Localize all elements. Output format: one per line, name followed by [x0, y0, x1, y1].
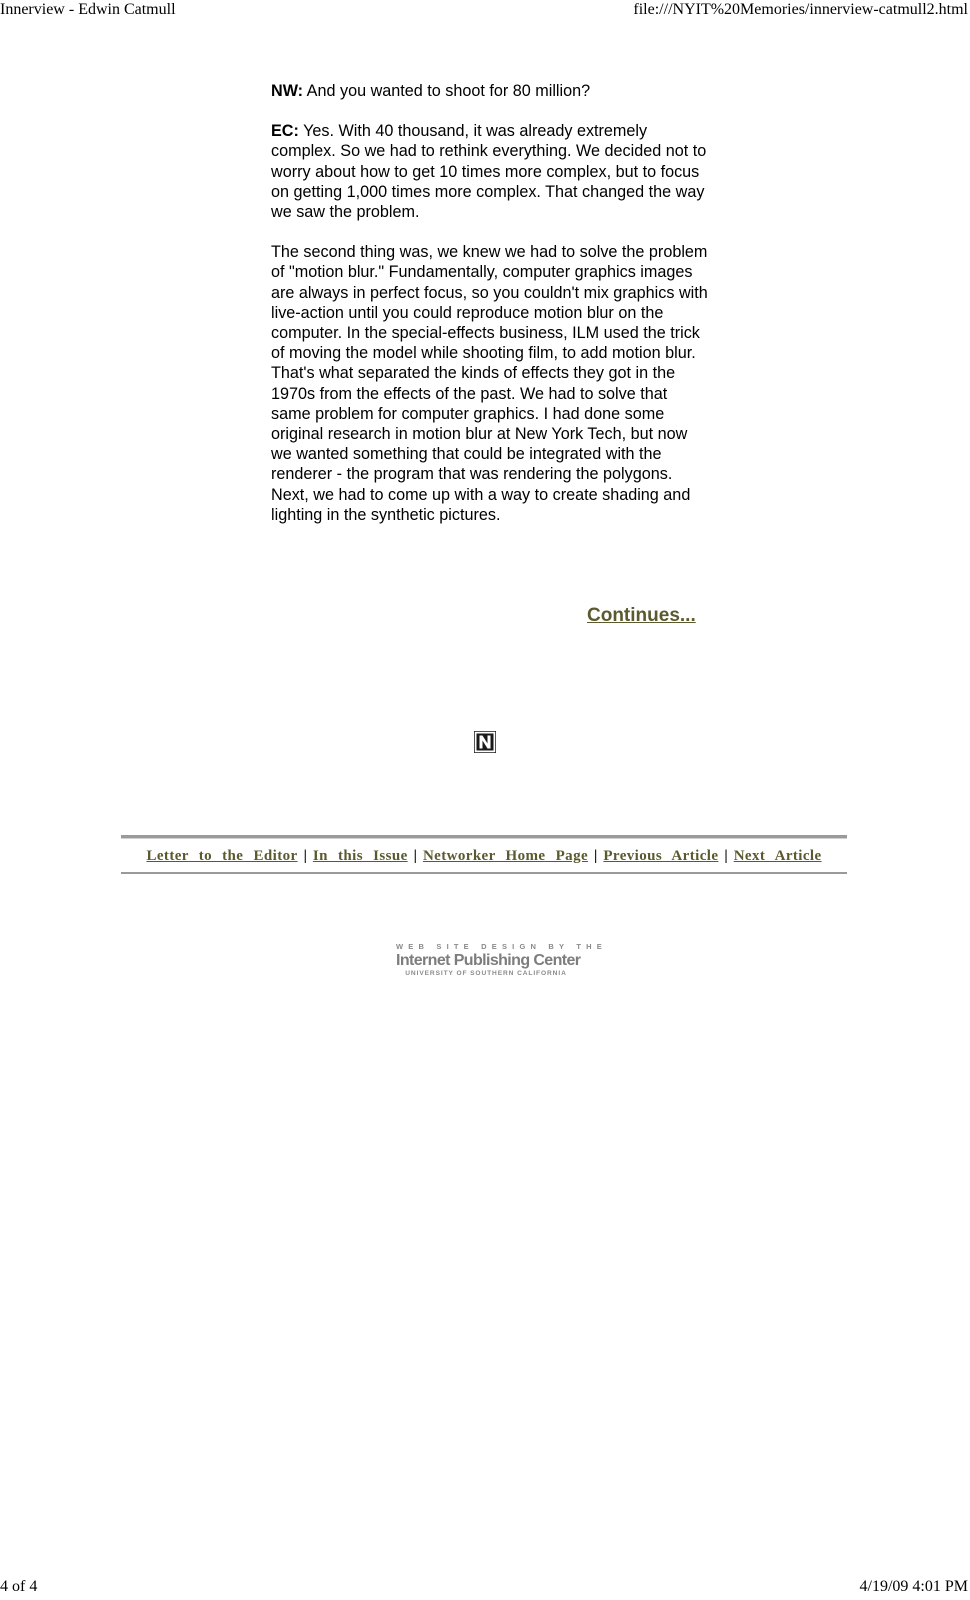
nav-in-this-issue[interactable]: In this Issue [312, 847, 408, 864]
paragraph-text: Yes. With 40 thousand, it was already extremely complex. So we had to rethink everything. We decided not to worry about how to get 10 times more complex, but to focus on getting 1,000 times more complex. That changed the way we saw the problem. [271, 122, 707, 222]
print-footer-page: 4 of 4 [0, 1578, 38, 1595]
nav-networker-home-page[interactable]: Networker Home Page [422, 847, 589, 864]
nav-divider-bottom [121, 872, 847, 874]
footer-navigation [121, 846, 847, 866]
internet-publishing-center-logo[interactable] [396, 942, 607, 980]
nav-letter-to-editor[interactable]: Letter to the Editor [146, 847, 298, 864]
speaker-label: EC: [271, 122, 299, 141]
speaker-label: NW: [271, 82, 304, 100]
logo-institution: UNIVERSITY OF SOUTHERN CALIFORNIA [405, 970, 567, 977]
nav-separator: | [724, 847, 728, 864]
nav-separator: | [594, 847, 598, 864]
print-header-title: Innerview - Edwin Catmull [0, 1, 176, 18]
print-footer-datetime: 4/19/09 4:01 PM [859, 1578, 968, 1595]
logo-name: Internet Publishing Center [396, 952, 581, 969]
nav-separator: | [303, 847, 307, 864]
paragraph-answer-continued [271, 242, 711, 525]
nav-divider-top [121, 835, 847, 839]
paragraph-text: And you wanted to shoot for 80 million? [303, 82, 591, 100]
nav-previous-article[interactable]: Previous Article [603, 847, 719, 864]
continues-link[interactable]: Continues... [587, 605, 696, 626]
paragraph-text: The second thing was, we knew we had to solve the problem of "motion blur." Fundamentally, computer graphics images are always in perfect focus, so you couldn't mix graphics with live-action until you could reproduce motion blur on the computer. In the special-effects business, ILM used the trick of moving the model while shooting film, to add motion blur. That's what separated the kinds of effects they got in the 1970s from the effects of the past. We had to solve that same problem for computer graphics. I had done some original research in motion blur at New York Tech, but now we wanted something that could be integrated with the renderer - the program that was rendering the polygons. Next, we had to come up with a way to create shading and lighting in the synthetic pictures. [271, 243, 708, 524]
logo-tagline: WEB SITE DESIGN BY THE [396, 942, 607, 951]
nav-next-article[interactable]: Next Article [733, 847, 822, 864]
article-body [271, 81, 711, 545]
paragraph-answer [271, 121, 711, 222]
networker-n-logo-icon [474, 731, 496, 753]
paragraph-question [271, 81, 711, 101]
print-header-url: file:///NYIT%20Memories/innerview-catmull2.html [633, 1, 968, 18]
nav-separator: | [413, 847, 417, 864]
